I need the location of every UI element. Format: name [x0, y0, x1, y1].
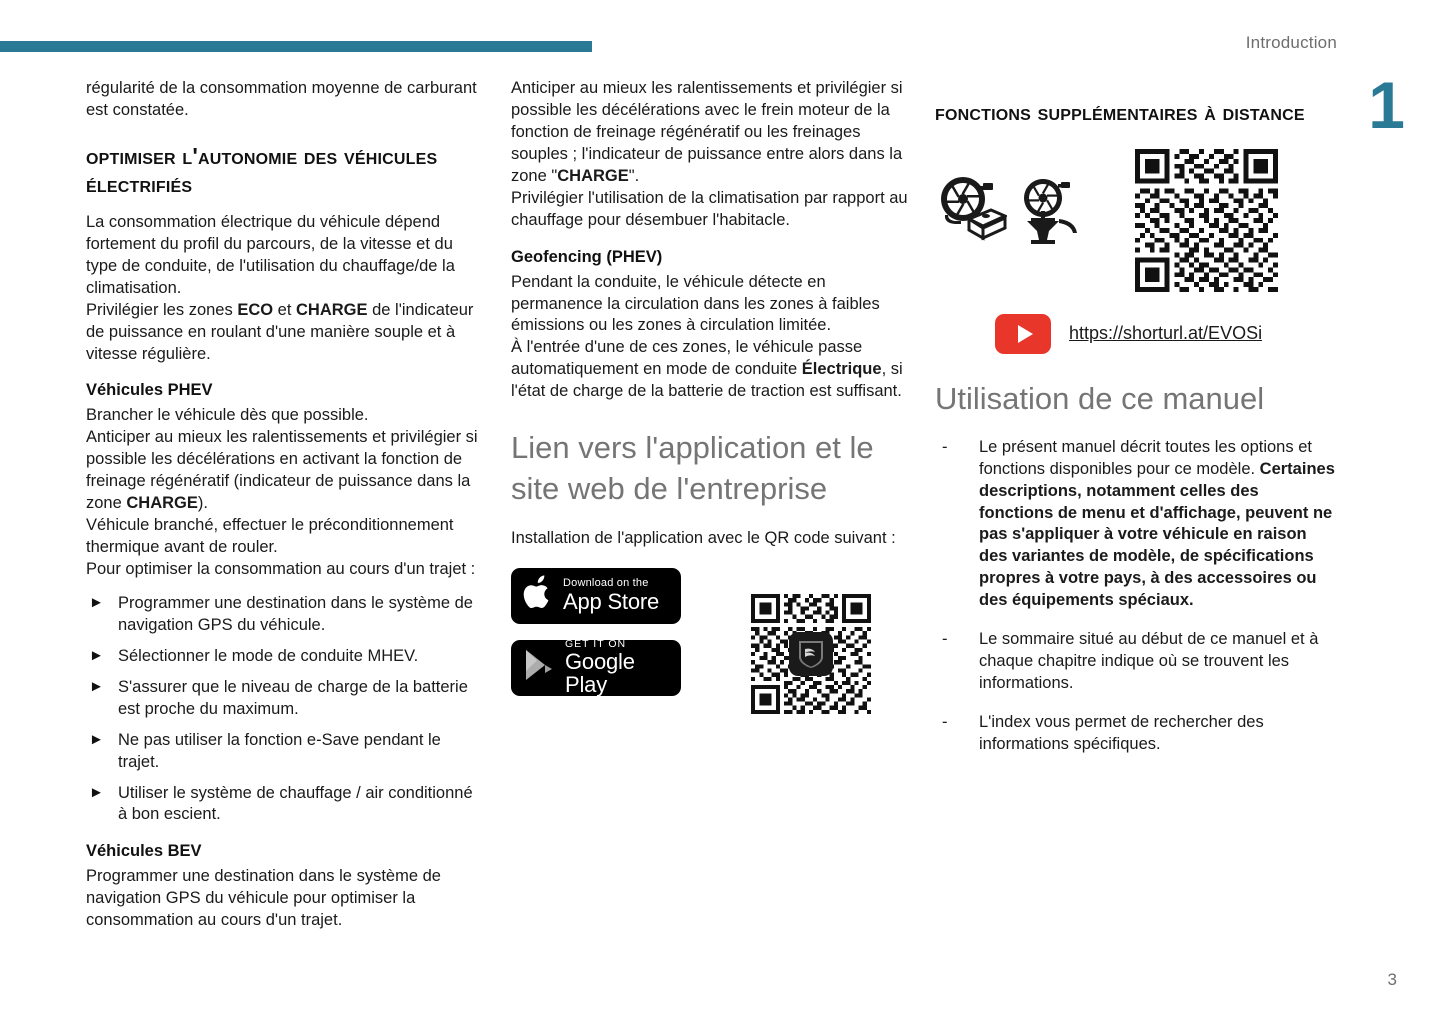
term-charge: CHARGE — [296, 300, 368, 319]
paragraph-climatisation: Privilégier l'utilisation de la climatisation par rapport au chauffage pour désembuer l'habitacle. — [511, 188, 908, 229]
text-run: Privilégier les zones — [86, 300, 238, 319]
paragraph-brancher: Brancher le véhicule dès que possible. — [86, 406, 369, 425]
paragraph-bev: Programmer une destination dans le système de navigation GPS du véhicule pour optimiser la consommation au cours d'un trajet. — [86, 867, 441, 930]
paragraph-anticiper-freinage — [511, 78, 909, 188]
list-item-label: Utiliser le système de chauffage / air conditionné à bon escient. — [118, 783, 473, 824]
list-item — [935, 712, 1335, 756]
app-qr-code — [751, 594, 871, 714]
list-item-label: Le sommaire situé au début de ce manuel et à chaque chapitre indique où se trouvent les informations. — [979, 630, 1319, 693]
text-run: ). — [197, 494, 208, 513]
paragraph-geofencing-2 — [511, 337, 909, 403]
optimisation-bullet-list — [86, 593, 486, 826]
tyre-icons-group — [935, 171, 1089, 256]
heading-optimiser-autonomie: optimiser l'autonomie des véhicules électrifiés — [86, 142, 438, 198]
brand-shield-logo-icon — [789, 632, 833, 676]
list-item-label: Le présent manuel décrit toutes les options et fonctions disponibles pour ce modèle. — [979, 437, 1312, 478]
manual-usage-list — [935, 437, 1335, 756]
text-run: et — [273, 300, 297, 319]
paragraph-installation-qr: Installation de l'application avec le QR code suivant : — [511, 528, 896, 547]
section-label: Introduction — [1245, 33, 1337, 52]
app-store-badge[interactable] — [511, 568, 681, 624]
list-item — [86, 730, 486, 774]
list-item — [86, 677, 486, 721]
video-url-link[interactable]: https://shorturl.at/EVOSi — [1069, 323, 1263, 344]
column-3 — [935, 78, 1335, 773]
google-play-label — [565, 639, 669, 696]
term-eco: ECO — [237, 300, 274, 319]
google-play-icon — [523, 648, 555, 687]
list-item — [935, 437, 1335, 613]
chapter-number: 1 — [1368, 68, 1405, 142]
apple-icon — [523, 575, 553, 616]
dash-bullet-icon: - — [942, 437, 948, 456]
remote-functions-graphics — [935, 149, 1335, 292]
paragraph-optimiser-trajet: Pour optimiser la consommation au cours d'un trajet : — [86, 560, 476, 579]
subheading-vehicules-bev: Véhicules BEV — [86, 842, 202, 861]
paragraph-consommation: La consommation électrique du véhicule dépend fortement du profil du parcours, de la vitesse et du type de conduite, de l'utilisation du chauffage/de la climatisation. — [86, 212, 455, 297]
list-item — [86, 783, 486, 827]
dash-bullet-icon: - — [942, 713, 948, 732]
app-store-small-label: Download on the — [563, 577, 649, 590]
app-store-big-label: App Store — [563, 588, 660, 614]
column-1 — [86, 78, 486, 932]
youtube-icon[interactable] — [995, 314, 1051, 354]
subheading-geofencing: Geofencing (PHEV) — [511, 247, 663, 266]
heading-utilisation-manuel: Utilisation de ce manuel — [935, 380, 1265, 416]
intro-paragraph: régularité de la consommation moyenne de carburant est constatée. — [86, 79, 477, 119]
google-play-big-label: Google Play — [565, 648, 635, 698]
triangle-bullet-icon: ► — [89, 646, 104, 664]
term-electrique: Électrique — [801, 360, 882, 379]
list-item — [86, 593, 486, 637]
paragraph-anticiper-phev — [86, 427, 486, 515]
list-item-emphasis: Certaines descriptions, notamment celles des fonctions de menu et d'affichage, peuvent ne pas s'appliquer à votre véhicule en raison des variantes de modèle, de spécifications propres à votre pays, à des accessoires ou des équipements spéciaux. — [979, 459, 1335, 610]
column-2 — [511, 78, 909, 714]
text-run: Anticiper au mieux les ralentissements et privilégier si possible les décélérations en activant la fonction de freinage régénératif (indicateur de puissance dans la zone — [86, 428, 478, 513]
video-link-row[interactable] — [995, 314, 1335, 354]
text-run: , si l'état de charge de la batterie de traction est suffisant. — [511, 360, 903, 401]
triangle-bullet-icon: ► — [89, 677, 104, 695]
list-item-label: Sélectionner le mode de conduite MHEV. — [118, 646, 419, 665]
term-charge-zone: CHARGE — [126, 494, 198, 513]
tyre-inflation-kit-icon — [935, 171, 1007, 256]
subheading-vehicules-phev: Véhicules PHEV — [86, 381, 213, 400]
term-charge-quoted: CHARGE — [557, 166, 629, 185]
triangle-bullet-icon: ► — [89, 593, 104, 611]
paragraph-geofencing-1: Pendant la conduite, le véhicule détecte en permanence la circulation dans les zones à faibles émissions ou les zones à circulation limitée. — [511, 272, 880, 335]
google-play-small-label: GET IT ON — [565, 637, 627, 650]
page-number: 3 — [1387, 970, 1397, 989]
paragraph-privilegier-zones — [86, 300, 486, 366]
triangle-bullet-icon: ► — [89, 783, 104, 801]
text-run: ". — [628, 166, 640, 185]
paragraph-preconditionnement: Véhicule branché, effectuer le préconditionnement thermique avant de rouler. — [86, 516, 454, 557]
list-item — [935, 629, 1335, 695]
list-item — [86, 646, 486, 668]
remote-functions-qr-code — [1135, 149, 1278, 292]
list-item-label: Ne pas utiliser la fonction e-Save pendant le trajet. — [118, 730, 441, 771]
heading-fonctions-distance: fonctions supplémentaires à distance — [935, 99, 1305, 125]
page-columns — [0, 78, 1445, 978]
list-item-label: L'index vous permet de rechercher des informations spécifiques. — [979, 713, 1264, 753]
app-store-label — [563, 578, 659, 613]
list-item-label: Programmer une destination dans le système de navigation GPS du véhicule. — [118, 593, 473, 634]
tyre-pump-icon — [1017, 171, 1089, 256]
app-qr-code-container — [751, 594, 909, 714]
dash-bullet-icon: - — [942, 630, 948, 649]
play-triangle-icon — [1018, 325, 1033, 343]
text-run: À l'entrée d'une de ces zones, le véhicule passe automatiquement en mode de conduite — [511, 338, 863, 379]
triangle-bullet-icon: ► — [89, 730, 104, 748]
text-run: Anticiper au mieux les ralentissements et privilégier si possible les décélérations avec le frein moteur de la fonction de freinage régénératif ou les freinages souples ; l'indicateur de puissance entre alors dans la zone " — [511, 79, 903, 185]
google-play-badge[interactable] — [511, 637, 681, 698]
text-run: de l'indicateur de puissance en roulant d'une manière souple et à vitesse régulière. — [86, 300, 474, 363]
list-item-label: S'assurer que le niveau de charge de la batterie est proche du maximum. — [118, 677, 468, 718]
heading-lien-application: Lien vers l'application et le site web de l'entreprise — [511, 430, 874, 507]
header-accent-rule — [0, 41, 592, 52]
